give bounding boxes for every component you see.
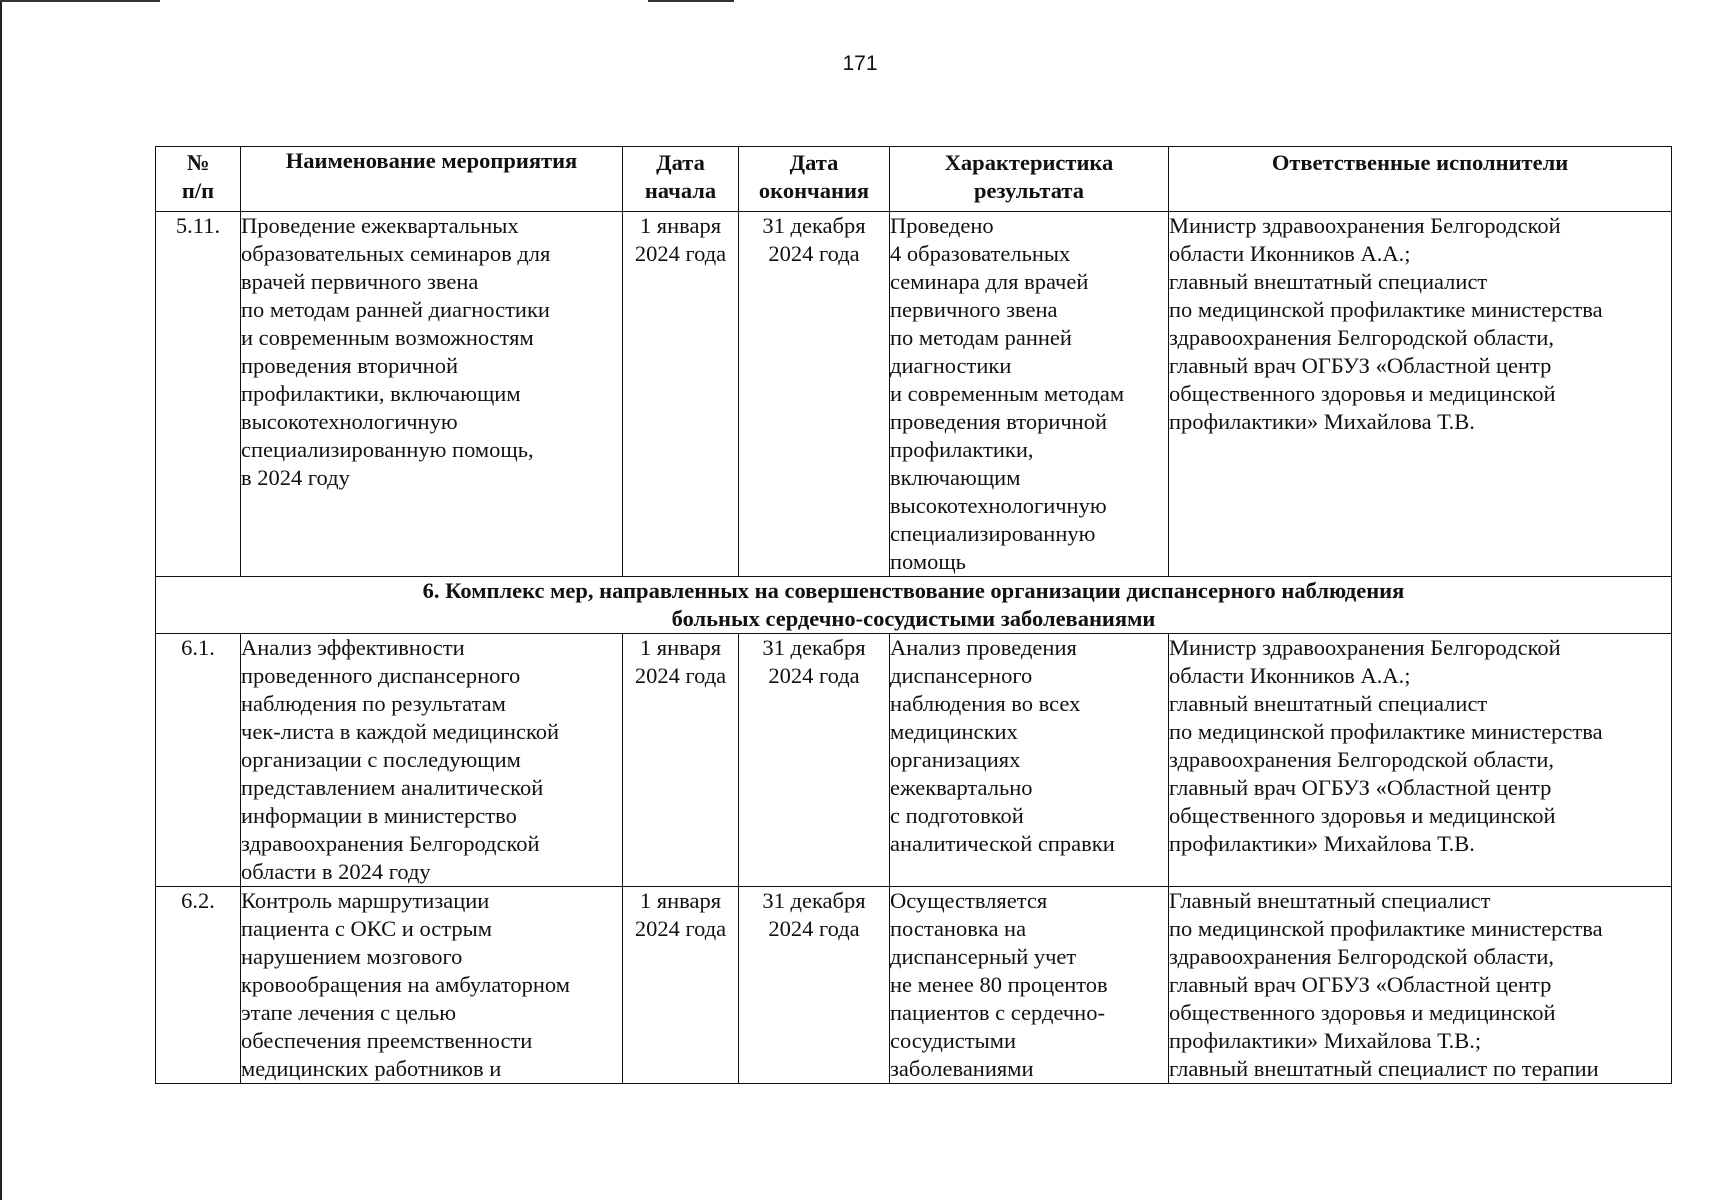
start-date: 1 января 2024 года [623,634,739,887]
row-number: 5.11. [156,212,241,577]
header-number: № п/п [156,147,241,212]
result-description: Проведено 4 образовательных семинара для врачей первичного звена по методам ранней диагностики и современным методам проведения вторичной профилактики, включающим высокотехнологичную специализированную помощь [890,212,1169,577]
scan-edge-top [648,0,734,2]
end-date: 31 декабря 2024 года [739,634,890,887]
result-description: Осуществляется постановка на диспансерный учет не менее 80 процентов пациентов с сердечно- сосудистыми заболеваниями [890,887,1169,1084]
page-number: 171 [842,52,878,75]
section-row [156,577,1672,634]
end-date: 31 декабря 2024 года [739,887,890,1084]
responsible-executors: Министр здравоохранения Белгородской области Иконников А.А.; главный внештатный специалист по медицинской профилактике министерства здравоохранения Белгородской области, главный врач ОГБУЗ «Областной центр общественного здоровья и медицинской профилактики» Михайлова Т.В. [1169,634,1672,887]
scan-edge-left [0,0,2,1200]
end-date: 31 декабря 2024 года [739,212,890,577]
row-number: 6.1. [156,634,241,887]
activity-name: Контроль маршрутизации пациента с ОКС и острым нарушением мозгового кровообращения на амбулаторном этапе лечения с целью обеспечения преемственности медицинских работников и [241,887,623,1084]
activity-name: Анализ эффективности проведенного диспансерного наблюдения по результатам чек-листа в каждой медицинской организации с последующим представлением аналитической информации в министерство здравоохранения Белгородской области в 2024 году [241,634,623,887]
header-executors: Ответственные исполнители [1169,147,1672,212]
activity-name: Проведение ежеквартальных образовательных семинаров для врачей первичного звена по методам ранней диагностики и современным возможностям проведения вторичной профилактики, включающим высокотехнологичную специализированную помощь, в 2024 году [241,212,623,577]
result-description: Анализ проведения диспансерного наблюдения во всех медицинских организациях ежеквартально с подготовкой аналитической справки [890,634,1169,887]
table-row [156,887,1672,1084]
row-number: 6.2. [156,887,241,1084]
header-start-date: Дата начала [623,147,739,212]
section-heading: 6. Комплекс мер, направленных на совершенствование организации диспансерного наблюдения больных сердечно-сосудистыми заболеваниями [156,577,1672,634]
activities-table [155,146,1672,1084]
header-result: Характеристика результата [890,147,1169,212]
header-end-date: Дата окончания [739,147,890,212]
table-row [156,634,1672,887]
responsible-executors: Министр здравоохранения Белгородской области Иконников А.А.; главный внештатный специалист по медицинской профилактике министерства здравоохранения Белгородской области, главный врач ОГБУЗ «Областной центр общественного здоровья и медицинской профилактики» Михайлова Т.В. [1169,212,1672,577]
responsible-executors: Главный внештатный специалист по медицинской профилактике министерства здравоохранения Белгородской области, главный врач ОГБУЗ «Областной центр общественного здоровья и медицинской профилактики» Михайлова Т.В.; главный внештатный специалист по терапии [1169,887,1672,1084]
table-row [156,212,1672,577]
header-activity-name: Наименование мероприятия [241,147,623,212]
start-date: 1 января 2024 года [623,887,739,1084]
start-date: 1 января 2024 года [623,212,739,577]
scan-edge-top [0,0,160,2]
table-header-row [156,147,1672,212]
